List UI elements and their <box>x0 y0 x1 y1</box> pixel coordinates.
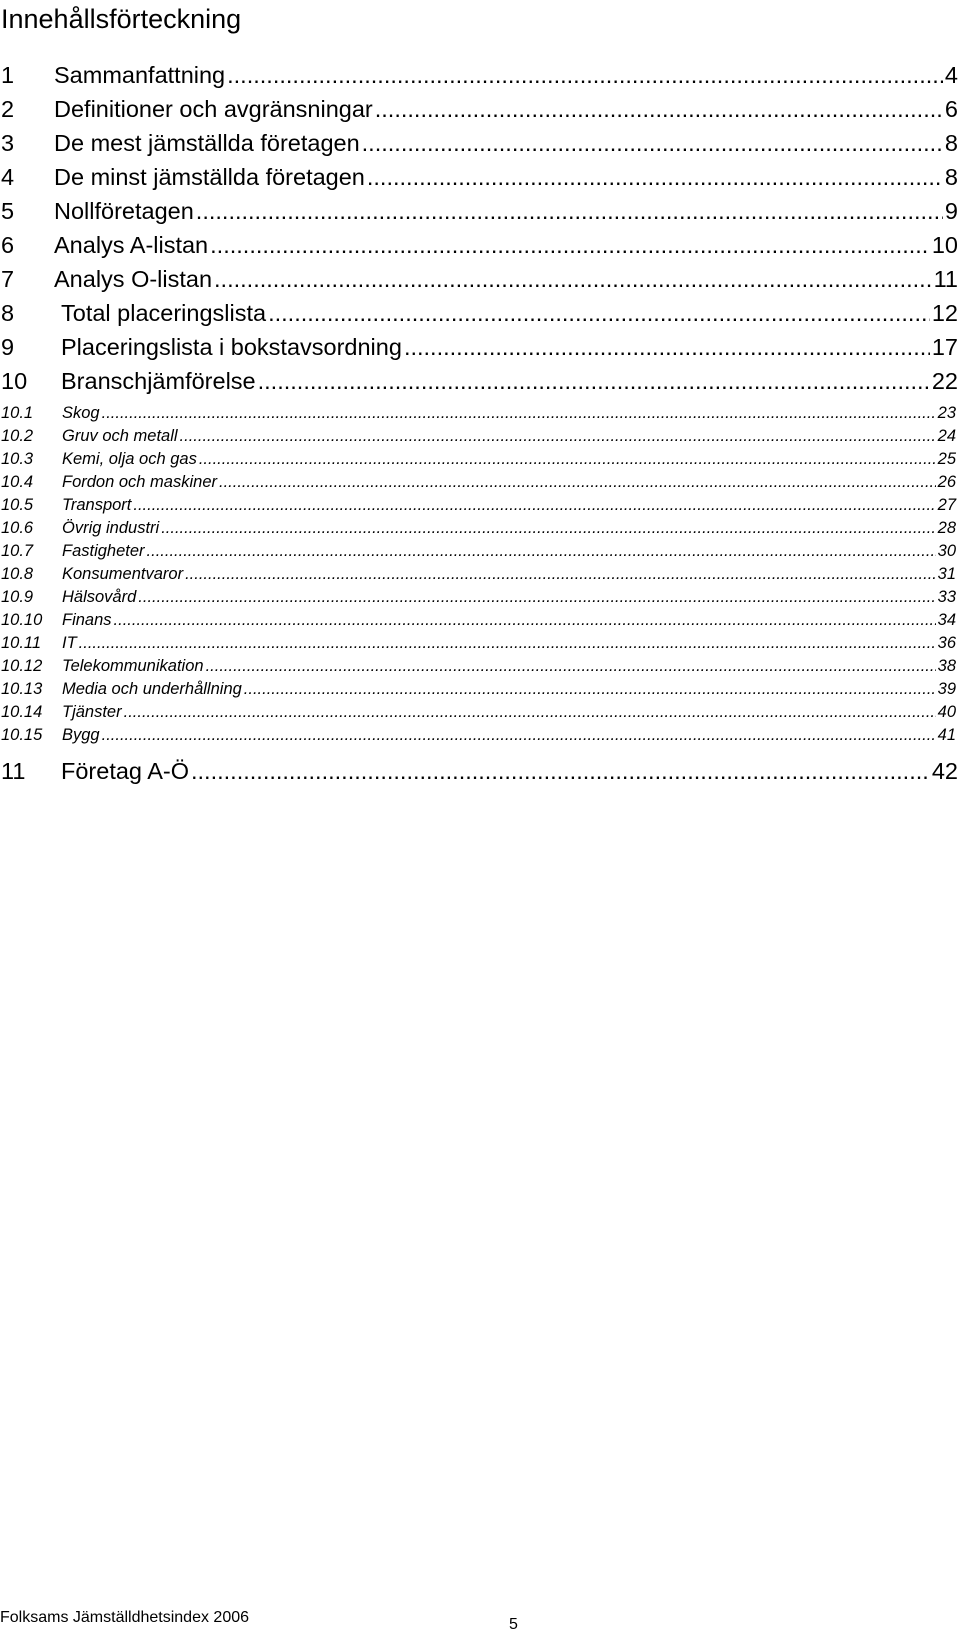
toc-entry-label: Sammanfattning <box>54 62 226 88</box>
toc-entry-page: 11 <box>933 266 958 292</box>
toc-subentry-number: 10.14 <box>1 703 43 721</box>
footer-page-number: 5 <box>509 1616 518 1633</box>
toc-subentry-page: 24 <box>937 427 956 445</box>
toc-subentry-label: Fordon och maskiner <box>62 473 217 491</box>
toc-subentry-number: 10.8 <box>1 565 34 583</box>
toc-subentry-page: 25 <box>937 450 956 468</box>
toc-entry[interactable] <box>0 758 960 792</box>
toc-entry-number: 4 <box>1 164 15 190</box>
toc-entry-page: 4 <box>944 62 958 88</box>
toc-subentry-number: 10.1 <box>1 404 34 422</box>
toc-entry-page: 8 <box>944 164 958 190</box>
toc-subentry-label: Bygg <box>62 726 100 744</box>
toc-subentry-number: 10.5 <box>1 496 34 514</box>
toc-subentry-page: 36 <box>937 634 956 652</box>
dot-leader <box>185 565 936 584</box>
toc-subentry-page: 26 <box>937 473 956 491</box>
toc-subentry[interactable] <box>0 611 958 634</box>
toc-subentry-page: 34 <box>937 611 956 629</box>
dot-leader <box>244 680 936 699</box>
dot-leader <box>147 542 936 561</box>
toc-entry-number: 1 <box>1 62 15 88</box>
toc-subentry-number: 10.12 <box>1 657 43 675</box>
dot-leader <box>196 198 943 225</box>
toc-entry[interactable] <box>0 62 960 96</box>
toc-subentry-page: 40 <box>937 703 956 721</box>
toc-entry-page: 9 <box>944 198 958 224</box>
toc-subentry-label: Fastigheter <box>62 542 145 560</box>
toc-subentry-number: 10.4 <box>1 473 34 491</box>
dot-leader <box>367 164 943 191</box>
toc-title: Innehållsförteckning <box>1 4 242 34</box>
toc-subentry-number: 10.13 <box>1 680 43 698</box>
dot-leader <box>199 450 936 469</box>
toc-entry-number: 6 <box>1 232 15 258</box>
toc-subentry-number: 10.9 <box>1 588 34 606</box>
toc-subentry[interactable] <box>0 703 958 726</box>
toc-subentry-number: 10.7 <box>1 542 34 560</box>
dot-leader <box>227 62 943 89</box>
toc-subentry-page: 39 <box>937 680 956 698</box>
toc-subentry-label: Telekommunikation <box>62 657 204 675</box>
toc-subentry-page: 31 <box>937 565 956 583</box>
toc-subentry-page: 41 <box>937 726 956 744</box>
toc-subentry[interactable] <box>0 657 958 680</box>
dot-leader <box>191 758 930 785</box>
toc-subentry-page: 33 <box>937 588 956 606</box>
toc-subentry[interactable] <box>0 427 958 450</box>
toc-entry-number: 9 <box>1 334 15 360</box>
toc-subentry-number: 10.2 <box>1 427 34 445</box>
toc-subentry[interactable] <box>0 634 958 657</box>
toc-entry[interactable] <box>0 300 960 334</box>
toc-entry-label: De minst jämställda företagen <box>54 164 365 190</box>
toc-subentry-label: Tjänster <box>62 703 122 721</box>
toc-subentry-label: IT <box>62 634 77 652</box>
toc-subentry[interactable] <box>0 519 958 542</box>
toc-subentry[interactable] <box>0 726 958 749</box>
toc-entry-label: De mest jämställda företagen <box>54 130 360 156</box>
toc-entry[interactable] <box>0 232 960 266</box>
dot-leader <box>133 496 935 515</box>
toc-entry-number: 10 <box>1 368 28 394</box>
toc-entry-page: 22 <box>931 368 958 394</box>
toc-entry-number: 5 <box>1 198 15 224</box>
dot-leader <box>268 300 930 327</box>
toc-entry-label: Analys A-listan <box>54 232 209 258</box>
toc-entry[interactable] <box>0 164 960 198</box>
toc-entry-page: 10 <box>931 232 958 258</box>
dot-leader <box>161 519 935 538</box>
dot-leader <box>210 232 930 259</box>
dot-leader <box>206 657 936 676</box>
dot-leader <box>102 726 936 745</box>
toc-entry[interactable] <box>0 96 960 130</box>
toc-subentry-number: 10.15 <box>1 726 43 744</box>
dot-leader <box>114 611 936 630</box>
dot-leader <box>138 588 935 607</box>
toc-subentry-page: 27 <box>937 496 956 514</box>
toc-entry-page: 42 <box>931 758 958 784</box>
dot-leader <box>375 96 943 123</box>
dot-leader <box>258 368 930 395</box>
toc-entry-page: 17 <box>931 334 958 360</box>
dot-leader <box>180 427 936 446</box>
toc-subentry-number: 10.6 <box>1 519 34 537</box>
dot-leader <box>102 404 936 423</box>
toc-entry-number: 3 <box>1 130 15 156</box>
toc-entry-number: 2 <box>1 96 15 122</box>
toc-entry-label: Företag A-Ö <box>61 758 189 784</box>
toc-subentry[interactable] <box>0 473 958 496</box>
toc-subentry-label: Gruv och metall <box>62 427 178 445</box>
toc-entry[interactable] <box>0 198 960 232</box>
toc-subentry-page: 38 <box>937 657 956 675</box>
dot-leader <box>404 334 930 361</box>
toc-subentry-label: Skog <box>62 404 100 422</box>
toc-entry-number: 7 <box>1 266 15 292</box>
toc-subentry[interactable] <box>0 496 958 519</box>
toc-subentry-page: 30 <box>937 542 956 560</box>
toc-subentry[interactable] <box>0 450 958 473</box>
toc-subentry-page: 23 <box>937 404 956 422</box>
toc-entry-label: Total placeringslista <box>61 300 267 326</box>
toc-entry-label: Definitioner och avgränsningar <box>54 96 373 122</box>
toc-subentry-label: Övrig industri <box>62 519 160 537</box>
toc-subentry-label: Media och underhållning <box>62 680 242 698</box>
toc-subentry-number: 10.10 <box>1 611 43 629</box>
dot-leader <box>362 130 943 157</box>
toc-subentry-label: Transport <box>62 496 132 514</box>
toc-subentry[interactable] <box>0 542 958 565</box>
toc-entry[interactable] <box>0 266 960 300</box>
toc-entry[interactable] <box>0 130 960 164</box>
toc-entry[interactable] <box>0 334 960 368</box>
toc-entry-label: Analys O-listan <box>54 266 213 292</box>
toc-subentry[interactable] <box>0 680 958 703</box>
toc-subentry-number: 10.3 <box>1 450 34 468</box>
toc-entry-label: Placeringslista i bokstavsordning <box>61 334 402 360</box>
toc-subentry-label: Finans <box>62 611 112 629</box>
toc-subentry[interactable] <box>0 404 958 427</box>
dot-leader <box>214 266 932 293</box>
toc-entry-page: 8 <box>944 130 958 156</box>
dot-leader <box>124 703 936 722</box>
dot-leader <box>219 473 936 492</box>
toc-subentry-label: Konsumentvaror <box>62 565 184 583</box>
toc-entry-label: Branschjämförelse <box>61 368 256 394</box>
toc-entry-label: Nollföretagen <box>54 198 194 224</box>
toc-entry-number: 11 <box>1 758 26 784</box>
toc-entry-page: 6 <box>944 96 958 122</box>
toc-entry-page: 12 <box>931 300 958 326</box>
toc-subentry-label: Hälsovård <box>62 588 137 606</box>
toc-entry-number: 8 <box>1 300 15 326</box>
toc-subentry[interactable] <box>0 565 958 588</box>
toc-subentry-number: 10.11 <box>1 634 42 652</box>
toc-subentry[interactable] <box>0 588 958 611</box>
footer-publication-title: Folksams Jämställdhetsindex 2006 <box>0 1609 250 1626</box>
toc-entry[interactable] <box>0 368 960 402</box>
dot-leader <box>79 634 936 653</box>
toc-subentry-page: 28 <box>937 519 956 537</box>
toc-subentry-label: Kemi, olja och gas <box>62 450 197 468</box>
